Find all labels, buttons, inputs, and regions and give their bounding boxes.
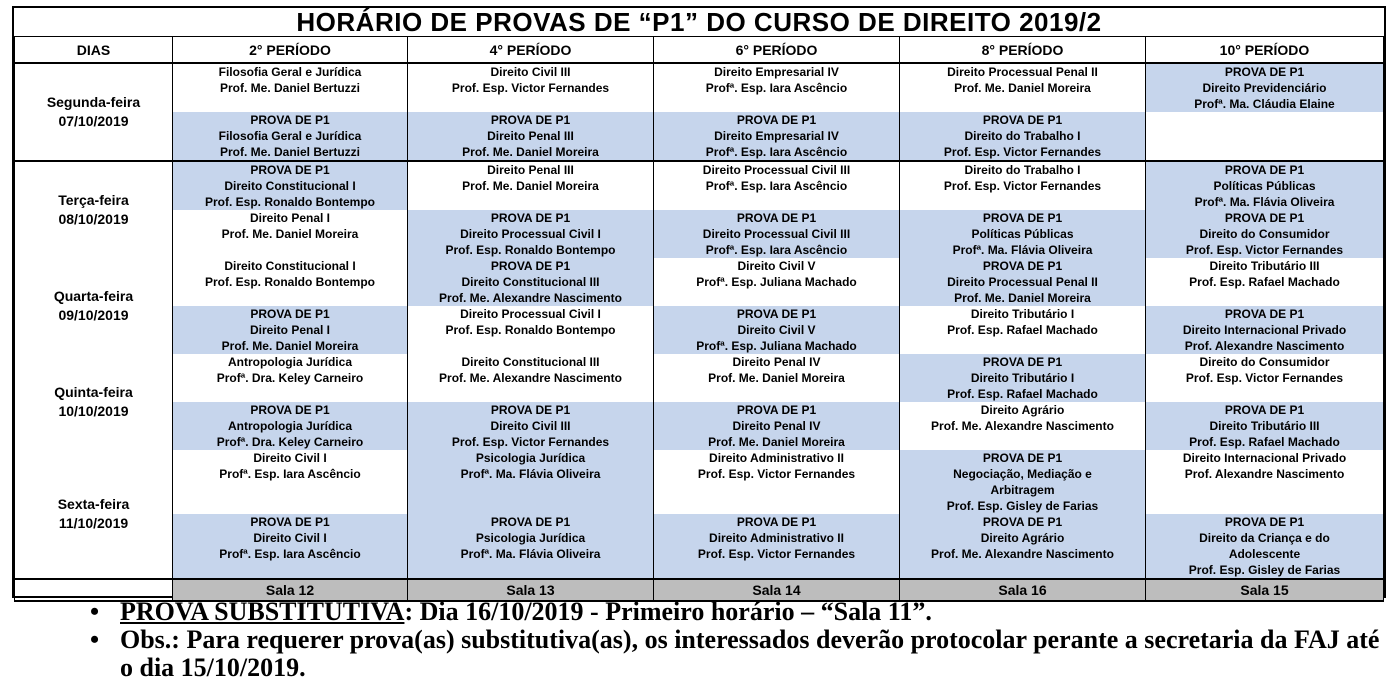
sala-cell: Sala 15 <box>1146 579 1384 601</box>
schedule-cell-exam: PROVA DE P1 Direito Constitucional I Prof. Esp. Ronaldo Bontempo <box>173 161 408 210</box>
schedule-cell-exam: PROVA DE P1 Direito Empresarial IV Profª. Esp. Iara Ascêncio <box>654 112 900 161</box>
day-cell-segunda: Segunda-feira 07/10/2019 <box>15 63 173 161</box>
schedule-cell-exam: PROVA DE P1 Direito Processual Civil III Profª. Esp. Iara Ascêncio <box>654 210 900 258</box>
schedule-row <box>15 161 1384 210</box>
schedule-cell-exam: PROVA DE P1 Direito Tributário III Prof. Esp. Rafael Machado <box>1146 402 1384 450</box>
schedule-cell-exam: PROVA DE P1 Psicologia Jurídica Profª. Ma. Flávia Oliveira <box>408 514 654 579</box>
schedule-cell-exam: PROVA DE P1 Direito Processual Civil I Prof. Esp. Ronaldo Bontempo <box>408 210 654 258</box>
schedule-cell-exam: PROVA DE P1 Direito Penal III Prof. Me. Daniel Moreira <box>408 112 654 161</box>
header-row <box>15 37 1384 63</box>
schedule-cell-exam: PROVA DE P1 Direito do Consumidor Prof. Esp. Victor Fernandes <box>1146 210 1384 258</box>
schedule-cell-exam: PROVA DE P1 Direito Processual Penal II Prof. Me. Daniel Moreira <box>900 258 1146 306</box>
schedule-cell-exam: PROVA DE P1 Direito Civil III Prof. Esp. Victor Fernandes <box>408 402 654 450</box>
schedule-cell: Antropologia Jurídica Profª. Dra. Keley Carneiro <box>173 354 408 402</box>
schedule-cell: Direito do Trabalho I Prof. Esp. Victor Fernandes <box>900 161 1146 210</box>
schedule-cell: Direito Civil I Profª. Esp. Iara Ascêncio <box>173 450 408 514</box>
schedule-title: HORÁRIO DE PROVAS DE “P1” DO CURSO DE DIREITO 2019/2 <box>14 8 1384 37</box>
schedule-cell: Direito Penal III Prof. Me. Daniel Moreira <box>408 161 654 210</box>
schedule-row <box>15 354 1384 402</box>
schedule-cell-exam: PROVA DE P1 Direito Penal IV Prof. Me. Daniel Moreira <box>654 402 900 450</box>
day-cell-sexta: Sexta-feira 11/10/2019 <box>15 450 173 579</box>
schedule-cell-exam: PROVA DE P1 Direito Penal I Prof. Me. Daniel Moreira <box>173 306 408 354</box>
schedule-row <box>15 402 1384 450</box>
schedule-table <box>14 37 1384 602</box>
note-text: : Dia 16/10/2019 - Primeiro horário – “Sala 11”. <box>404 597 932 626</box>
schedule-row <box>15 210 1384 258</box>
header-periodo-8: 8° PERÍODO <box>900 37 1146 63</box>
schedule-cell: Direito Civil V Profª. Esp. Juliana Machado <box>654 258 900 306</box>
schedule-cell: Direito Processual Civil I Prof. Esp. Ronaldo Bontempo <box>408 306 654 354</box>
note-obs <box>86 626 1386 682</box>
schedule-cell: Direito Tributário III Prof. Esp. Rafael Machado <box>1146 258 1384 306</box>
schedule-cell-exam: PROVA DE P1 Políticas Públicas Profª. Ma. Flávia Oliveira <box>900 210 1146 258</box>
schedule-cell: Direito Processual Civil III Profª. Esp. Iara Ascêncio <box>654 161 900 210</box>
schedule-cell: Direito Internacional Privado Prof. Alexandre Nascimento <box>1146 450 1384 514</box>
sala-cell: Sala 13 <box>408 579 654 601</box>
schedule-cell: Filosofia Geral e Jurídica Prof. Me. Daniel Bertuzzi <box>173 63 408 112</box>
schedule-cell: Direito Penal IV Prof. Me. Daniel Moreira <box>654 354 900 402</box>
note-label: PROVA SUBSTITUTIVA <box>120 597 405 626</box>
schedule-row <box>15 514 1384 579</box>
sala-cell: Sala 16 <box>900 579 1146 601</box>
schedule-row <box>15 306 1384 354</box>
sala-cell: Sala 14 <box>654 579 900 601</box>
schedule-row <box>15 258 1384 306</box>
schedule-cell: Direito Constitucional I Prof. Esp. Ronaldo Bontempo <box>173 258 408 306</box>
schedule-row <box>15 450 1384 514</box>
schedule-cell-exam: PROVA DE P1 Direito Administrativo II Prof. Esp. Victor Fernandes <box>654 514 900 579</box>
schedule-cell: Direito Penal I Prof. Me. Daniel Moreira <box>173 210 408 258</box>
schedule-cell: Direito Tributário I Prof. Esp. Rafael Machado <box>900 306 1146 354</box>
schedule-cell-exam: PROVA DE P1 Políticas Públicas Profª. Ma. Flávia Oliveira <box>1146 161 1384 210</box>
day-cell-quarta: Quarta-feira 09/10/2019 <box>15 258 173 354</box>
bullet-icon: • <box>90 597 100 626</box>
schedule-cell-exam: PROVA DE P1 Direito Agrário Prof. Me. Alexandre Nascimento <box>900 514 1146 579</box>
header-periodo-2: 2° PERÍODO <box>173 37 408 63</box>
schedule-cell-exam: PROVA DE P1 Antropologia Jurídica Profª. Dra. Keley Carneiro <box>173 402 408 450</box>
schedule-cell-exam: PROVA DE P1 Negociação, Mediação e Arbitragem Prof. Esp. Gisley de Farias <box>900 450 1146 514</box>
schedule-cell: Direito Agrário Prof. Me. Alexandre Nascimento <box>900 402 1146 450</box>
schedule-cell-exam: PROVA DE P1 Direito do Trabalho I Prof. Esp. Victor Fernandes <box>900 112 1146 161</box>
note-substitutiva <box>86 598 1386 626</box>
schedule-cell: Direito Processual Penal II Prof. Me. Daniel Moreira <box>900 63 1146 112</box>
sala-cell: Sala 12 <box>173 579 408 601</box>
bullet-icon: • <box>90 625 100 654</box>
schedule-cell-exam: PROVA DE P1 Direito Civil I Profª. Esp. Iara Ascêncio <box>173 514 408 579</box>
schedule-row <box>15 63 1384 112</box>
notes-list <box>86 598 1386 682</box>
schedule-cell: Direito do Consumidor Prof. Esp. Victor Fernandes <box>1146 354 1384 402</box>
schedule-cell: Direito Empresarial IV Profª. Esp. Iara Ascêncio <box>654 63 900 112</box>
note-text: Obs.: Para requerer prova(as) substitutiva(as), os interessados deverão protocolar perante a secretaria da FAJ até o dia 15/10/2019. <box>120 625 1380 682</box>
schedule-row <box>15 112 1384 161</box>
schedule-cell: Direito Administrativo II Prof. Esp. Victor Fernandes <box>654 450 900 514</box>
schedule-cell-exam: PROVA DE P1 Direito Civil V Profª. Esp. Juliana Machado <box>654 306 900 354</box>
schedule-cell: Direito Constitucional III Prof. Me. Alexandre Nascimento <box>408 354 654 402</box>
header-periodo-10: 10° PERÍODO <box>1146 37 1384 63</box>
schedule-cell: Direito Civil III Prof. Esp. Victor Fernandes <box>408 63 654 112</box>
day-cell-quinta: Quinta-feira 10/10/2019 <box>15 354 173 450</box>
schedule-cell-exam: PROVA DE P1 Direito Internacional Privado Prof. Alexandre Nascimento <box>1146 306 1384 354</box>
schedule-cell-exam: PROVA DE P1 Filosofia Geral e Jurídica Prof. Me. Daniel Bertuzzi <box>173 112 408 161</box>
schedule-cell-exam: PROVA DE P1 Direito Constitucional III Prof. Me. Alexandre Nascimento <box>408 258 654 306</box>
day-cell-terca: Terça-feira 08/10/2019 <box>15 161 173 258</box>
schedule-cell-exam: PROVA DE P1 Direito Previdenciário Profª. Ma. Cláudia Elaine <box>1146 63 1384 112</box>
schedule-cell-exam: PROVA DE P1 Direito Tributário I Prof. Esp. Rafael Machado <box>900 354 1146 402</box>
header-dias: DIAS <box>15 37 173 63</box>
exam-schedule-sheet <box>12 6 1386 598</box>
schedule-cell <box>1146 112 1384 161</box>
schedule-cell-exam: Psicologia Jurídica Profª. Ma. Flávia Oliveira <box>408 450 654 514</box>
schedule-cell-exam: PROVA DE P1 Direito da Criança e do Adolescente Prof. Esp. Gisley de Farias <box>1146 514 1384 579</box>
header-periodo-4: 4° PERÍODO <box>408 37 654 63</box>
header-periodo-6: 6° PERÍODO <box>654 37 900 63</box>
